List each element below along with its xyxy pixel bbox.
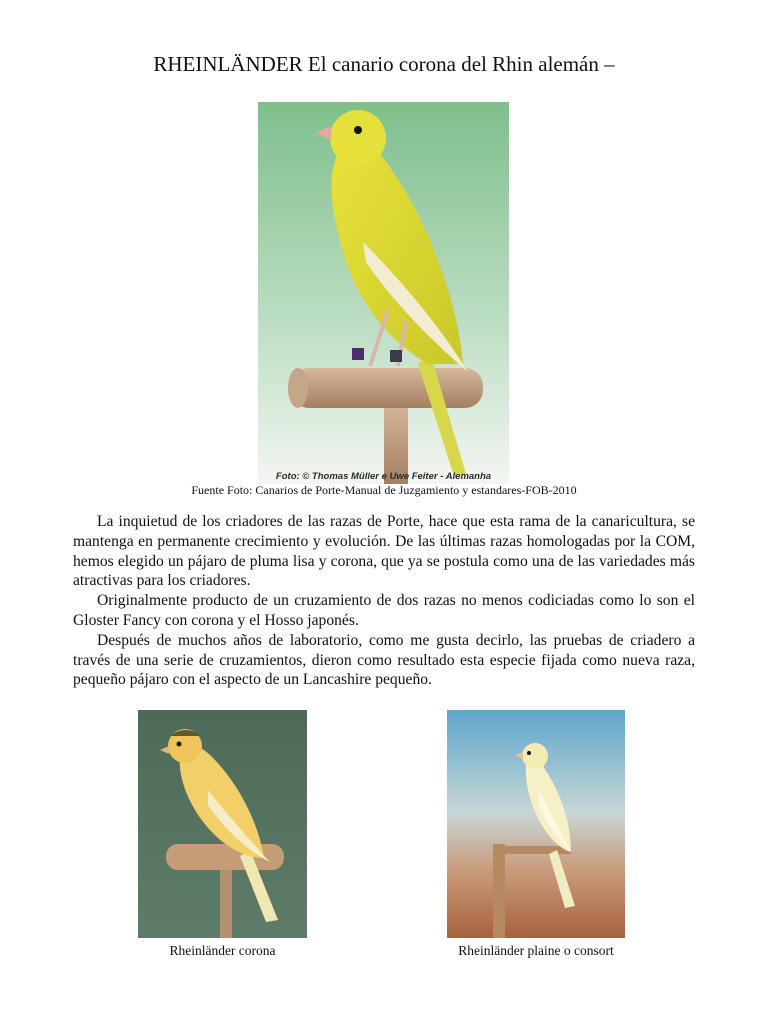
- paragraph-3: Después de muchos años de laboratorio, como me gusta decirlo, las pruebas de criadero a través de una serie de cruzamientos, dieron como resultado esta especie fijada como nueva raza, pequeño pájaro con el aspecto de un Lancashire pequeño.: [73, 631, 695, 689]
- corona-canary-image: [138, 710, 307, 938]
- main-canary-photo: [258, 102, 509, 484]
- photo-source: Fuente Foto: Canarios de Porte-Manual de Juzgamiento y estandares-FOB-2010: [191, 483, 577, 497]
- corona-canary-photo: [138, 710, 307, 938]
- page-title: RHEINLÄNDER El canario corona del Rhin alemán –: [153, 52, 615, 76]
- corona-caption: Rheinländer corona: [169, 943, 276, 958]
- plaine-caption: Rheinländer plaine o consort: [458, 943, 614, 958]
- plaine-canary-photo: [447, 710, 625, 938]
- paragraph-2: Originalmente producto de un cruzamiento de dos razas no menos codiciadas como lo son el Gloster Fancy con corona y el Hosso japonés.: [73, 592, 695, 629]
- canary-on-perch-image: [258, 102, 509, 484]
- paragraph-1: La inquietud de los criadores de las razas de Porte, hace que esta rama de la canaricultura, se mantenga en permanente crecimiento y evolución. De las últimas razas homologadas por la COM, hemos elegido un pájaro de pluma lisa y corona, que ya se postula como una de las variedades más atractivas para los criadores.: [73, 513, 695, 590]
- article-body: [73, 512, 695, 690]
- photo-credit: Foto: © Thomas Müller e Uwe Feiter - Alemanha: [275, 471, 492, 482]
- plaine-canary-image: [447, 710, 625, 938]
